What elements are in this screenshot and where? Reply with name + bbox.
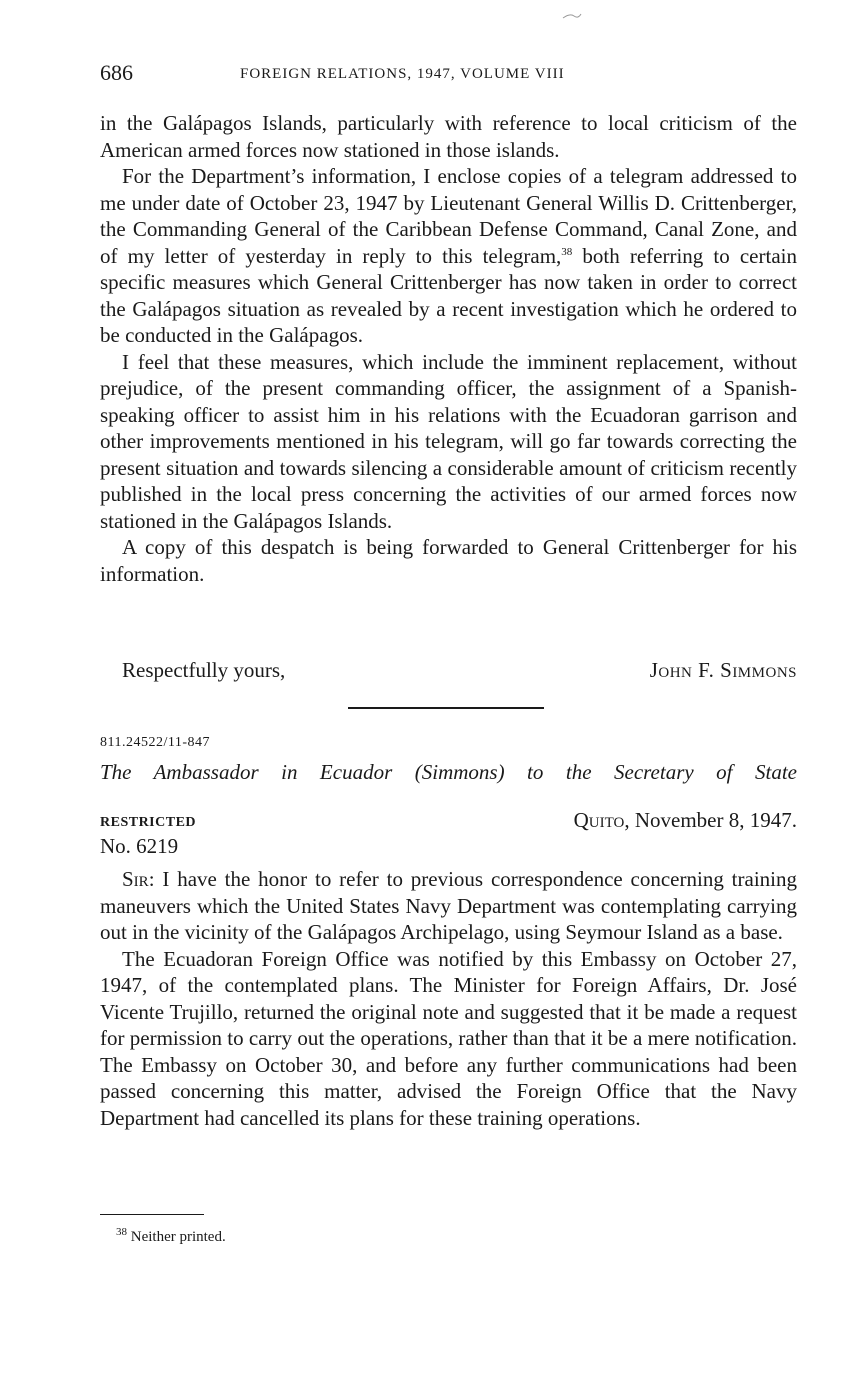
despatch-paragraph (100, 866, 797, 946)
letter-paragraph (100, 163, 797, 349)
salutation: Sir (122, 867, 149, 891)
footnote-reference: 38 (561, 245, 573, 258)
stray-mark (562, 12, 582, 20)
footnote (116, 1226, 226, 1246)
letter-paragraph: A copy of this despatch is being forwarded to General Crittenberger for his information. (100, 535, 797, 586)
page-header (100, 60, 797, 90)
document-title: The Ambassador in Ecuador (Simmons) to the Secretary of State (100, 760, 797, 784)
paragraph-text: For the Department’s information, I enclose copies of a telegram addressed to me under date of October 23, 1947 by Lieutenant General Willis D. Crittenberger, the Commanding General of the Caribbean Defense Command, Canal Zone, and of my letter of yesterday in reply to this telegram, (100, 164, 797, 268)
running-head: FOREIGN RELATIONS, 1947, VOLUME VIII (240, 66, 565, 82)
paragraph-text: both referring to certain specific measures which General Crittenberger has now taken in order to correct the Galápagos situation as revealed by a recent investigation which he ordered to be conducted in the Galápagos. (100, 243, 797, 347)
letter-paragraph: in the Galápagos Islands, particularly with reference to local criticism of the American armed forces now stationed in those islands. (100, 111, 797, 162)
file-number: 811.24522/11-847 (100, 735, 211, 750)
footnote-number: 38 (116, 1226, 127, 1238)
page-number: 686 (100, 60, 133, 85)
footnote-rule (100, 1214, 204, 1215)
letter-paragraph: I feel that these measures, which include the imminent replacement, without prejudice, of the present commanding officer, the assignment of a Spanish-speaking officer to assist him in his relations with the Ecuadoran garrison and other improvements mentioned in his telegram, will go far towards correcting the present situation and towards silencing a considerable amount of criticism recently published in the local press concerning the activities of our armed forces now stationed in the Galápagos Islands. (100, 349, 797, 533)
despatch-paragraph: The Ecuadoran Foreign Office was notified by this Embassy on October 27, 1947, of the contemplated plans. The Minister for Foreign Affairs, Dr. José Vicente Trujillo, returned the original note and suggested that it be made a request for permission to carry out the operations, rather than that it be a mere notification. The Embassy on October 30, and before any further communications had been passed concerning this matter, advised the Foreign Office that the Navy Department had cancelled its plans for these training operations. (100, 946, 797, 1130)
date: , November 8, 1947. (624, 808, 797, 832)
letter-closing (100, 658, 797, 686)
classification-label: RESTRICTED (100, 815, 197, 830)
place-and-date (574, 808, 797, 833)
section-divider (348, 707, 544, 709)
paragraph-text: : I have the honor to refer to previous correspondence concerning training maneuvers which the United States Navy Department was contemplating carrying out in the vicinity of the Galápagos Archipelago, using Seymour Island as a base. (100, 867, 797, 944)
place: Quito (573, 808, 625, 832)
signature: John F. Simmons (649, 658, 797, 682)
footnote-text: Neither printed. (130, 1229, 226, 1245)
letter-body (100, 110, 797, 587)
complimentary-close: Respectfully yours, (122, 658, 286, 682)
despatch-body (100, 866, 797, 1131)
despatch-number: No. 6219 (100, 834, 179, 858)
